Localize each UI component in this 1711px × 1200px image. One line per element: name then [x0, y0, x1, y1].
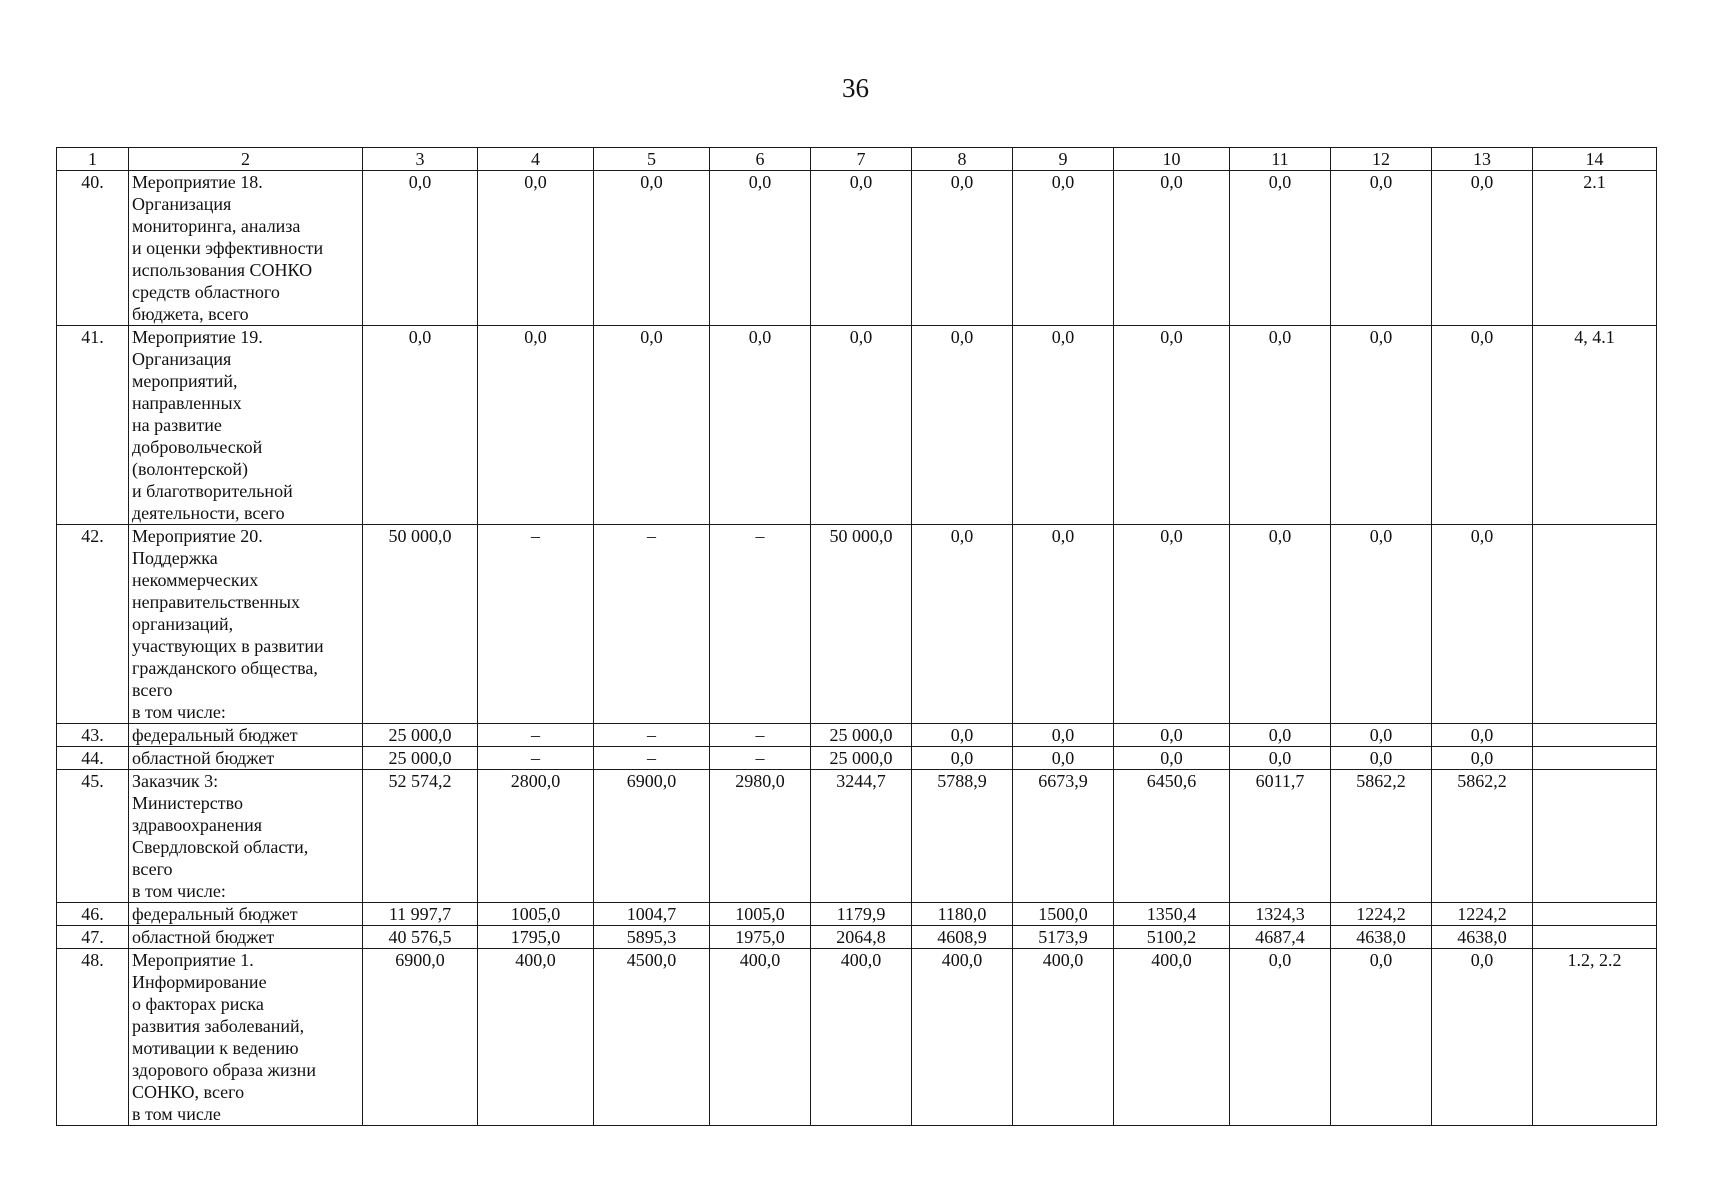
column-header-5: 5 — [594, 148, 710, 171]
value-cell: 0,0 — [1013, 326, 1114, 525]
value-cell: 400,0 — [478, 949, 594, 1126]
value-cell: 4638,0 — [1432, 926, 1533, 949]
value-cell: 0,0 — [1432, 326, 1533, 525]
value-cell: 1975,0 — [710, 926, 811, 949]
column-header-13: 13 — [1432, 148, 1533, 171]
row-number: 47. — [57, 926, 129, 949]
value-cell: 25 000,0 — [363, 724, 478, 747]
value-cell: 0,0 — [1013, 724, 1114, 747]
description-line: Заказчик 3: — [132, 771, 219, 791]
value-cell: 1350,4 — [1114, 903, 1230, 926]
value-cell: 0,0 — [1230, 747, 1331, 770]
value-cell: 0,0 — [912, 724, 1013, 747]
description-line: в том числе: — [132, 881, 226, 901]
value-cell: 6011,7 — [1230, 770, 1331, 903]
row-number: 44. — [57, 747, 129, 770]
column-header-1: 1 — [57, 148, 129, 171]
value-cell: 0,0 — [1432, 525, 1533, 724]
description-line: использования СОНКО — [132, 260, 313, 280]
description-line: областной бюджет — [132, 927, 275, 947]
value-cell: 4500,0 — [594, 949, 710, 1126]
table-header — [57, 148, 1657, 171]
page-number: 36 — [842, 73, 869, 103]
value-cell: 1180,0 — [912, 903, 1013, 926]
column-header-8: 8 — [912, 148, 1013, 171]
description-line: Организация — [132, 194, 232, 214]
description-line: всего — [132, 680, 173, 700]
value-cell: – — [478, 724, 594, 747]
value-cell: 0,0 — [1114, 525, 1230, 724]
row-description — [129, 747, 363, 770]
description-line: федеральный бюджет — [132, 725, 298, 745]
description-line: некоммерческих — [132, 570, 259, 590]
description-line: областной бюджет — [132, 748, 275, 768]
value-cell: 25 000,0 — [811, 747, 912, 770]
value-cell: – — [710, 747, 811, 770]
target-reference: 2.1 — [1533, 171, 1657, 326]
value-cell: 0,0 — [1013, 525, 1114, 724]
value-cell: 25 000,0 — [811, 724, 912, 747]
value-cell: 400,0 — [912, 949, 1013, 1126]
row-number: 41. — [57, 326, 129, 525]
value-cell: 0,0 — [710, 326, 811, 525]
value-cell: 400,0 — [1013, 949, 1114, 1126]
value-cell: 0,0 — [912, 171, 1013, 326]
value-cell: 0,0 — [363, 326, 478, 525]
value-cell: 52 574,2 — [363, 770, 478, 903]
value-cell: 400,0 — [811, 949, 912, 1126]
description-line: Организация — [132, 349, 232, 369]
description-line: организаций, — [132, 614, 234, 634]
row-description — [129, 724, 363, 747]
value-cell: 0,0 — [912, 525, 1013, 724]
value-cell: – — [594, 724, 710, 747]
description-line: бюджета, всего — [132, 304, 249, 324]
description-line: участвующих в развитии — [132, 636, 324, 656]
value-cell: 0,0 — [478, 326, 594, 525]
row-description — [129, 949, 363, 1126]
value-cell: 0,0 — [1230, 525, 1331, 724]
table-row — [57, 903, 1657, 926]
value-cell: 0,0 — [1230, 949, 1331, 1126]
description-line: неправительственных — [132, 592, 301, 612]
value-cell: 1224,2 — [1331, 903, 1432, 926]
description-line: гражданского общества, — [132, 658, 318, 678]
description-line: Мероприятие 18. — [132, 172, 263, 192]
description-line: деятельности, всего — [132, 503, 285, 523]
description-line: мониторинга, анализа — [132, 216, 301, 236]
value-cell: – — [478, 747, 594, 770]
row-description — [129, 525, 363, 724]
value-cell: 2980,0 — [710, 770, 811, 903]
value-cell: 0,0 — [478, 171, 594, 326]
description-line: добровольческой — [132, 437, 263, 457]
description-line: средств областного — [132, 282, 280, 302]
value-cell: 0,0 — [912, 326, 1013, 525]
description-line: в том числе: — [132, 702, 226, 722]
value-cell: 0,0 — [363, 171, 478, 326]
row-number: 42. — [57, 525, 129, 724]
value-cell: 0,0 — [1331, 949, 1432, 1126]
target-reference — [1533, 747, 1657, 770]
description-line: в том числе — [132, 1104, 221, 1124]
value-cell: 5862,2 — [1331, 770, 1432, 903]
value-cell: 1179,9 — [811, 903, 912, 926]
description-line: Мероприятие 20. — [132, 526, 263, 546]
column-header-2: 2 — [129, 148, 363, 171]
value-cell: 0,0 — [811, 171, 912, 326]
table-row — [57, 525, 1657, 724]
table-body — [57, 171, 1657, 1126]
target-reference: 4, 4.1 — [1533, 326, 1657, 525]
table-row — [57, 724, 1657, 747]
value-cell: 0,0 — [811, 326, 912, 525]
value-cell: 6450,6 — [1114, 770, 1230, 903]
value-cell: 3244,7 — [811, 770, 912, 903]
description-line: здравоохранения — [132, 815, 263, 835]
description-line: Мероприятие 1. — [132, 950, 254, 970]
value-cell: 1324,3 — [1230, 903, 1331, 926]
target-reference — [1533, 525, 1657, 724]
row-description — [129, 926, 363, 949]
value-cell: – — [478, 525, 594, 724]
value-cell: 0,0 — [1230, 326, 1331, 525]
value-cell: 11 997,7 — [363, 903, 478, 926]
column-header-7: 7 — [811, 148, 912, 171]
row-number: 45. — [57, 770, 129, 903]
value-cell: 0,0 — [1432, 747, 1533, 770]
value-cell: 0,0 — [1230, 171, 1331, 326]
target-reference — [1533, 903, 1657, 926]
description-line: развития заболеваний, — [132, 1016, 305, 1036]
value-cell: 5895,3 — [594, 926, 710, 949]
value-cell: 4608,9 — [912, 926, 1013, 949]
value-cell: 5173,9 — [1013, 926, 1114, 949]
value-cell: 1224,2 — [1432, 903, 1533, 926]
description-line: и благотворительной — [132, 481, 293, 501]
target-reference — [1533, 724, 1657, 747]
description-line: Информирование — [132, 972, 267, 992]
value-cell: 0,0 — [1114, 724, 1230, 747]
row-number: 48. — [57, 949, 129, 1126]
row-number: 46. — [57, 903, 129, 926]
table-row — [57, 171, 1657, 326]
row-description — [129, 326, 363, 525]
row-description — [129, 171, 363, 326]
description-line: о факторах риска — [132, 994, 264, 1014]
description-line: СОНКО, всего — [132, 1082, 245, 1102]
table-row — [57, 747, 1657, 770]
column-header-6: 6 — [710, 148, 811, 171]
table-row — [57, 770, 1657, 903]
value-cell: 0,0 — [1331, 525, 1432, 724]
value-cell: 0,0 — [1114, 747, 1230, 770]
value-cell: 2800,0 — [478, 770, 594, 903]
value-cell: 400,0 — [710, 949, 811, 1126]
value-cell: 5788,9 — [912, 770, 1013, 903]
table-row — [57, 926, 1657, 949]
target-reference: 1.2, 2.2 — [1533, 949, 1657, 1126]
value-cell: 0,0 — [594, 326, 710, 525]
budget-table — [56, 147, 1657, 1126]
value-cell: 0,0 — [1331, 171, 1432, 326]
value-cell: 1004,7 — [594, 903, 710, 926]
value-cell: 25 000,0 — [363, 747, 478, 770]
value-cell: 50 000,0 — [363, 525, 478, 724]
row-number: 40. — [57, 171, 129, 326]
value-cell: 0,0 — [1331, 747, 1432, 770]
column-header-9: 9 — [1013, 148, 1114, 171]
value-cell: 5862,2 — [1432, 770, 1533, 903]
column-header-4: 4 — [478, 148, 594, 171]
value-cell: – — [710, 724, 811, 747]
value-cell: 400,0 — [1114, 949, 1230, 1126]
row-description — [129, 770, 363, 903]
table-row — [57, 949, 1657, 1126]
column-header-3: 3 — [363, 148, 478, 171]
value-cell: 0,0 — [1432, 949, 1533, 1126]
target-reference — [1533, 926, 1657, 949]
value-cell: 2064,8 — [811, 926, 912, 949]
column-header-10: 10 — [1114, 148, 1230, 171]
value-cell: 50 000,0 — [811, 525, 912, 724]
column-header-12: 12 — [1331, 148, 1432, 171]
description-line: направленных — [132, 393, 242, 413]
description-line: Мероприятие 19. — [132, 327, 263, 347]
value-cell: 4638,0 — [1331, 926, 1432, 949]
description-line: и оценки эффективности — [132, 238, 324, 258]
description-line: Поддержка — [132, 548, 218, 568]
value-cell: – — [710, 525, 811, 724]
value-cell: 0,0 — [1013, 747, 1114, 770]
value-cell: 6673,9 — [1013, 770, 1114, 903]
value-cell: 1005,0 — [710, 903, 811, 926]
description-line: всего — [132, 859, 173, 879]
value-cell: 40 576,5 — [363, 926, 478, 949]
description-line: здорового образа жизни — [132, 1060, 316, 1080]
description-line: (волонтерской) — [132, 459, 249, 479]
description-line: федеральный бюджет — [132, 904, 298, 924]
row-number: 43. — [57, 724, 129, 747]
value-cell: 0,0 — [1432, 724, 1533, 747]
value-cell: 0,0 — [912, 747, 1013, 770]
value-cell: 0,0 — [594, 171, 710, 326]
description-line: мотивации к ведению — [132, 1038, 299, 1058]
description-line: Министерство — [132, 793, 243, 813]
column-header-14: 14 — [1533, 148, 1657, 171]
value-cell: 1795,0 — [478, 926, 594, 949]
value-cell: 0,0 — [1331, 326, 1432, 525]
value-cell: – — [594, 525, 710, 724]
value-cell: 0,0 — [1432, 171, 1533, 326]
column-header-11: 11 — [1230, 148, 1331, 171]
value-cell: 5100,2 — [1114, 926, 1230, 949]
value-cell: – — [594, 747, 710, 770]
description-line: на развитие — [132, 415, 222, 435]
value-cell: 1500,0 — [1013, 903, 1114, 926]
value-cell: 0,0 — [1230, 724, 1331, 747]
value-cell: 0,0 — [1114, 326, 1230, 525]
value-cell: 6900,0 — [594, 770, 710, 903]
value-cell: 0,0 — [710, 171, 811, 326]
description-line: Свердловской области, — [132, 837, 309, 857]
description-line: мероприятий, — [132, 371, 238, 391]
table-row — [57, 326, 1657, 525]
value-cell: 1005,0 — [478, 903, 594, 926]
value-cell: 4687,4 — [1230, 926, 1331, 949]
target-reference — [1533, 770, 1657, 903]
row-description — [129, 903, 363, 926]
header-row — [57, 148, 1657, 171]
value-cell: 0,0 — [1114, 171, 1230, 326]
value-cell: 6900,0 — [363, 949, 478, 1126]
value-cell: 0,0 — [1331, 724, 1432, 747]
value-cell: 0,0 — [1013, 171, 1114, 326]
